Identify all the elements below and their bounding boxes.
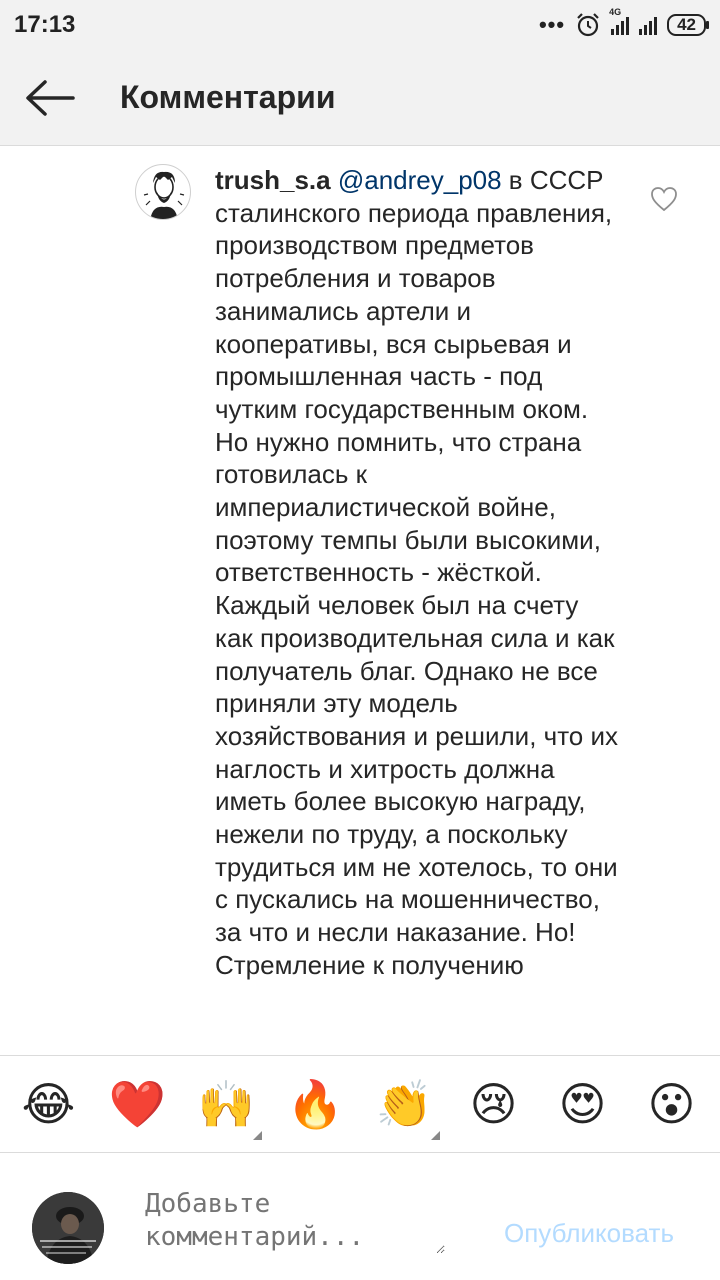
comment-item bbox=[0, 150, 720, 1055]
page-title: Комментарии bbox=[120, 79, 336, 115]
arrow-left-icon bbox=[25, 80, 75, 116]
header-bar bbox=[0, 50, 720, 146]
comment-username[interactable]: trush_s.a bbox=[215, 165, 331, 195]
emoji-raising-hands[interactable] bbox=[188, 1074, 266, 1134]
emoji-face-with-tears-of-joy[interactable]: 😂 bbox=[21, 1077, 76, 1131]
skin-tone-indicator-icon bbox=[431, 1131, 440, 1140]
emoji-crying-face[interactable]: 😢 bbox=[469, 1077, 518, 1131]
emoji-astonished-face[interactable]: 😮 bbox=[647, 1077, 696, 1131]
alarm-icon bbox=[575, 12, 601, 38]
emoji-quick-bar bbox=[0, 1055, 720, 1153]
emoji-fire[interactable]: 🔥 bbox=[286, 1077, 345, 1131]
comment-mention[interactable]: @andrey_p08 bbox=[337, 165, 502, 195]
emoji-clapping-hands[interactable] bbox=[366, 1074, 444, 1134]
user-photo-icon bbox=[32, 1192, 104, 1264]
status-time: 17:13 bbox=[14, 11, 76, 38]
avatar-portrait-icon bbox=[136, 165, 191, 220]
comment-composer bbox=[0, 1154, 720, 1280]
back-button[interactable] bbox=[0, 50, 100, 146]
emoji-raising-hands-glyph: 🙌 bbox=[197, 1077, 256, 1131]
status-icons bbox=[538, 7, 706, 38]
more-notifications-icon: ••• bbox=[538, 12, 566, 37]
signal-4g-icon: 4G bbox=[611, 15, 629, 35]
comment-author-avatar[interactable] bbox=[135, 164, 191, 220]
skin-tone-indicator-icon bbox=[253, 1131, 262, 1140]
signal-icon bbox=[639, 15, 657, 35]
comment-content: в СССР сталинского периода правления, производством предметов потребления и товаров занимались артели и кооперативы, вся сырьевая и промышленная часть - под чутким государственным оком. Но нужно помнить, что страна готовилась к империалистической войне, поэтому темпы были высокими, ответственность - жёсткой. Каждый человек был на счету как производительная сила и как получатель благ. Однако не все приняли эту модель хозяйствования и решили, что их наглость и хитрость должна иметь более высокую награду, нежели по труду, а поскольку трудиться им не хотелось, то они с пускались на мошенничество, за что и несли наказание. Но! Стремление к получению bbox=[215, 165, 619, 980]
status-bar bbox=[0, 0, 720, 50]
heart-outline-icon bbox=[650, 186, 678, 212]
like-button[interactable] bbox=[650, 186, 678, 212]
comment-input[interactable] bbox=[145, 1188, 445, 1254]
comment-text bbox=[215, 164, 620, 982]
emoji-clapping-hands-glyph: 👏 bbox=[375, 1077, 434, 1131]
publish-button[interactable]: Опубликовать bbox=[504, 1218, 675, 1248]
current-user-avatar bbox=[32, 1192, 104, 1264]
battery-icon: 42 bbox=[667, 14, 706, 36]
emoji-red-heart[interactable]: ❤️ bbox=[108, 1077, 167, 1131]
emoji-heart-eyes[interactable]: 😍 bbox=[558, 1077, 607, 1131]
